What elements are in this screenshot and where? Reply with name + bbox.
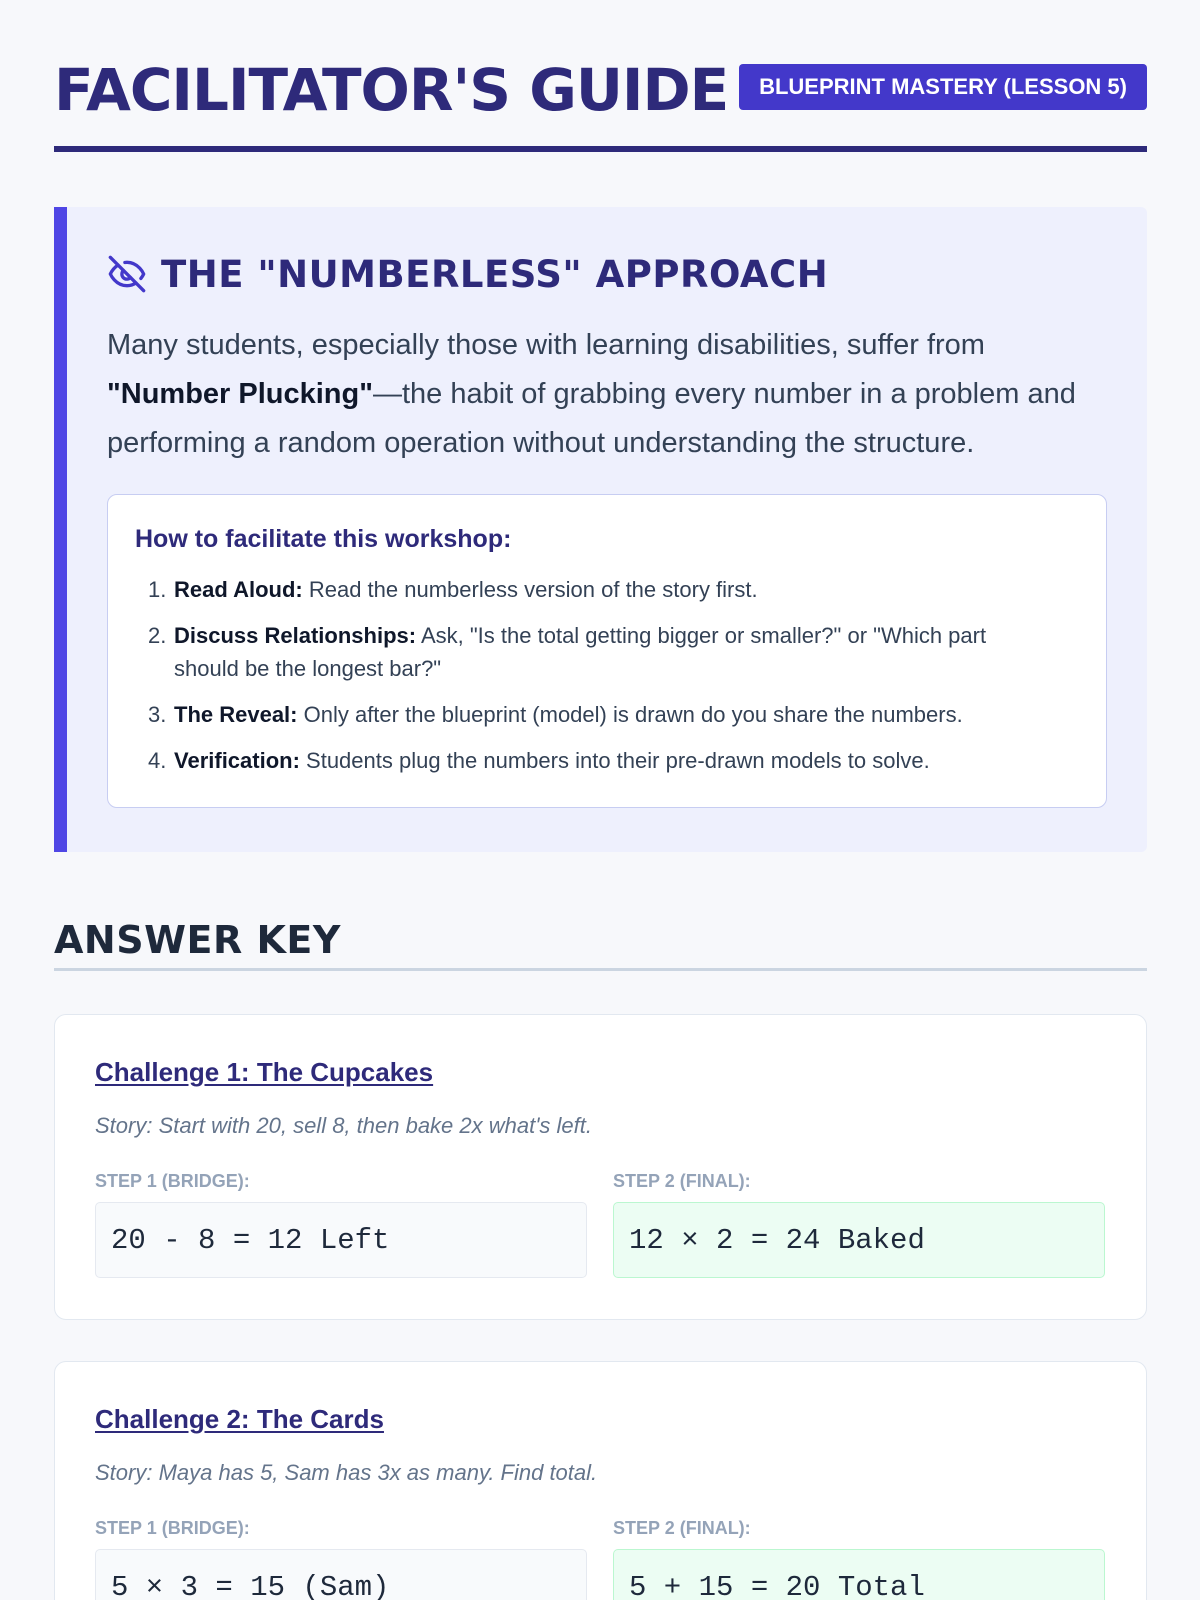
numberless-approach-callout: [54, 207, 1147, 852]
list-item-text: Only after the blueprint (model) is drawn do you share the numbers.: [297, 702, 963, 727]
approach-text-emphasis: "Number Plucking": [107, 378, 373, 410]
challenge-story: Story: Maya has 5, Sam has 3x as many. Find total.: [95, 1460, 598, 1485]
list-item: [148, 698, 1048, 731]
list-number: 3.: [148, 702, 167, 727]
list-item-text: Read the numberless version of the story first.: [302, 577, 758, 602]
page-header: [54, 52, 1147, 152]
approach-text-part: —the habit of grabbing every number in a problem and performing a random operation without understanding the structure.: [107, 378, 1076, 459]
list-item-text: Students plug the numbers into their pre-drawn models to solve.: [299, 748, 930, 773]
list-item: [148, 744, 1048, 777]
step2-label: STEP 2 (FINAL):: [613, 1171, 751, 1191]
step2-label: STEP 2 (FINAL):: [613, 1518, 751, 1538]
list-number: 2.: [148, 623, 167, 648]
step1-label: STEP 1 (BRIDGE):: [95, 1518, 250, 1538]
answer-key-title: ANSWER KEY: [54, 918, 1147, 971]
list-item-label: Discuss Relationships:: [174, 623, 417, 648]
step1-equation: 20 - 8 = 12 Left: [95, 1202, 587, 1278]
list-item-text: Ask, "Is the total getting bigger or smaller?" or "Which part should be the longest bar?": [174, 623, 987, 681]
facilitation-steps-title: How to facilitate this workshop:: [135, 525, 512, 553]
list-item-label: The Reveal:: [174, 702, 298, 727]
list-item: [148, 619, 1048, 685]
facilitation-steps-list: [148, 573, 1048, 790]
step1-equation: 5 × 3 = 15 (Sam): [95, 1549, 587, 1600]
approach-heading: [107, 249, 828, 299]
approach-description: [107, 321, 1107, 468]
page-title: FACILITATOR'S GUIDE: [54, 56, 729, 124]
lesson-badge: BLUEPRINT MASTERY (LESSON 5): [739, 64, 1147, 110]
list-item-label: Read Aloud:: [174, 577, 303, 602]
challenge-title-link[interactable]: Challenge 1: The Cupcakes: [95, 1057, 434, 1087]
step2-equation: 12 × 2 = 24 Baked: [613, 1202, 1105, 1278]
challenge-card: [54, 1014, 1147, 1320]
step1-label: STEP 1 (BRIDGE):: [95, 1171, 250, 1191]
list-number: 1.: [148, 577, 167, 602]
facilitation-steps-box: [107, 494, 1107, 808]
challenge-card: [54, 1361, 1147, 1600]
list-item: [148, 573, 1048, 606]
challenge-story: Story: Start with 20, sell 8, then bake 2x what's left.: [95, 1113, 592, 1138]
challenge-title-link[interactable]: Challenge 2: The Cards: [95, 1404, 384, 1434]
step2-equation: 5 + 15 = 20 Total: [613, 1549, 1105, 1600]
eye-off-icon: [107, 254, 147, 294]
list-number: 4.: [148, 748, 167, 773]
approach-title: THE "NUMBERLESS" APPROACH: [161, 252, 829, 296]
list-item-label: Verification:: [174, 748, 300, 773]
approach-text-part: Many students, especially those with learning disabilities, suffer from: [107, 329, 985, 361]
